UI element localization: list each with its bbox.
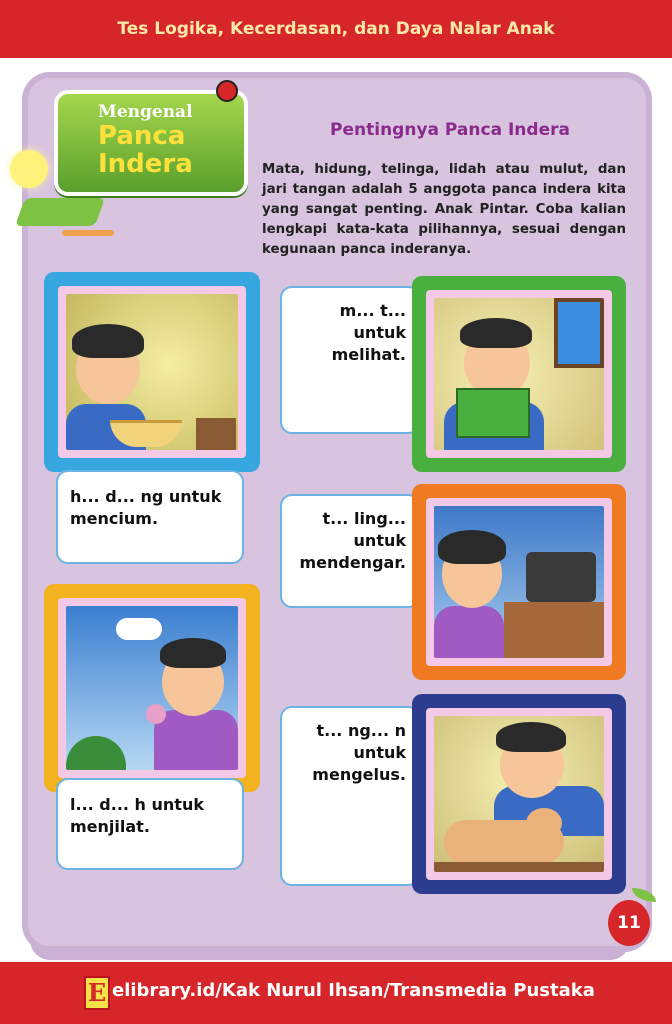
caption-hear-line1: t... ling...	[322, 509, 406, 528]
lesson-badge	[54, 90, 248, 196]
badge-line2	[98, 122, 193, 178]
badge-line1: Mengenal	[98, 102, 193, 122]
caption-hear-line3: mendengar.	[299, 553, 406, 572]
caption-see-line3: melihat.	[331, 345, 406, 364]
scene-taste	[66, 606, 238, 770]
section-title: Pentingnya Panca Indera	[330, 120, 570, 140]
picture-frame-hear	[412, 484, 626, 680]
caption-touch-line3: mengelus.	[312, 765, 406, 784]
picture-frame-taste	[44, 584, 260, 792]
badge-line3-text: Indera	[98, 149, 193, 179]
elibrary-logo: E	[84, 976, 110, 1010]
caption-taste-line1: l... d... h untuk	[70, 795, 204, 814]
caption-see-line1: m... t...	[339, 301, 406, 320]
caption-smell-line1: h... d... ng untuk	[70, 487, 222, 506]
intro-paragraph: Mata, hidung, telinga, lidah atau mulut, dan jari tangan adalah 5 anggota panca indera kita yang sangat penting. Anak Pintar. Coba kalian lengkapi kata-kata pilihannya, sesuai dengan kegunaan panca inderanya.	[262, 162, 626, 257]
caption-hear-line2: untuk	[353, 531, 406, 550]
ladybug-icon	[216, 80, 238, 102]
footer-credit: elibrary.id/Kak Nurul Ihsan/Transmedia Pustaka	[112, 980, 595, 1001]
caption-taste-line2: menjilat.	[70, 817, 150, 836]
picture-frame-see	[412, 276, 626, 472]
caption-see-line2: untuk	[353, 323, 406, 342]
caption-touch-line2: untuk	[353, 743, 406, 762]
caption-hear	[280, 494, 420, 608]
caption-smell	[56, 470, 244, 564]
caption-smell-line2: mencium.	[70, 509, 159, 528]
pencil-icon	[62, 230, 114, 236]
header-title: Tes Logika, Kecerdasan, dan Daya Nalar Anak	[0, 0, 672, 58]
caption-taste	[56, 778, 244, 870]
book-icon	[15, 198, 105, 226]
scene-touch	[434, 716, 604, 872]
scene-see	[434, 298, 604, 450]
page-number: 11	[608, 900, 650, 946]
caption-touch	[280, 706, 420, 886]
scene-hear	[434, 506, 604, 658]
lightbulb-icon	[10, 150, 48, 188]
picture-frame-smell	[44, 272, 260, 472]
caption-see	[280, 286, 420, 434]
footer-bar	[0, 962, 672, 1024]
scene-smell	[66, 294, 238, 450]
picture-frame-touch	[412, 694, 626, 894]
badge-line2-text: Panca	[98, 121, 186, 151]
caption-touch-line1: t... ng... n	[316, 721, 406, 740]
